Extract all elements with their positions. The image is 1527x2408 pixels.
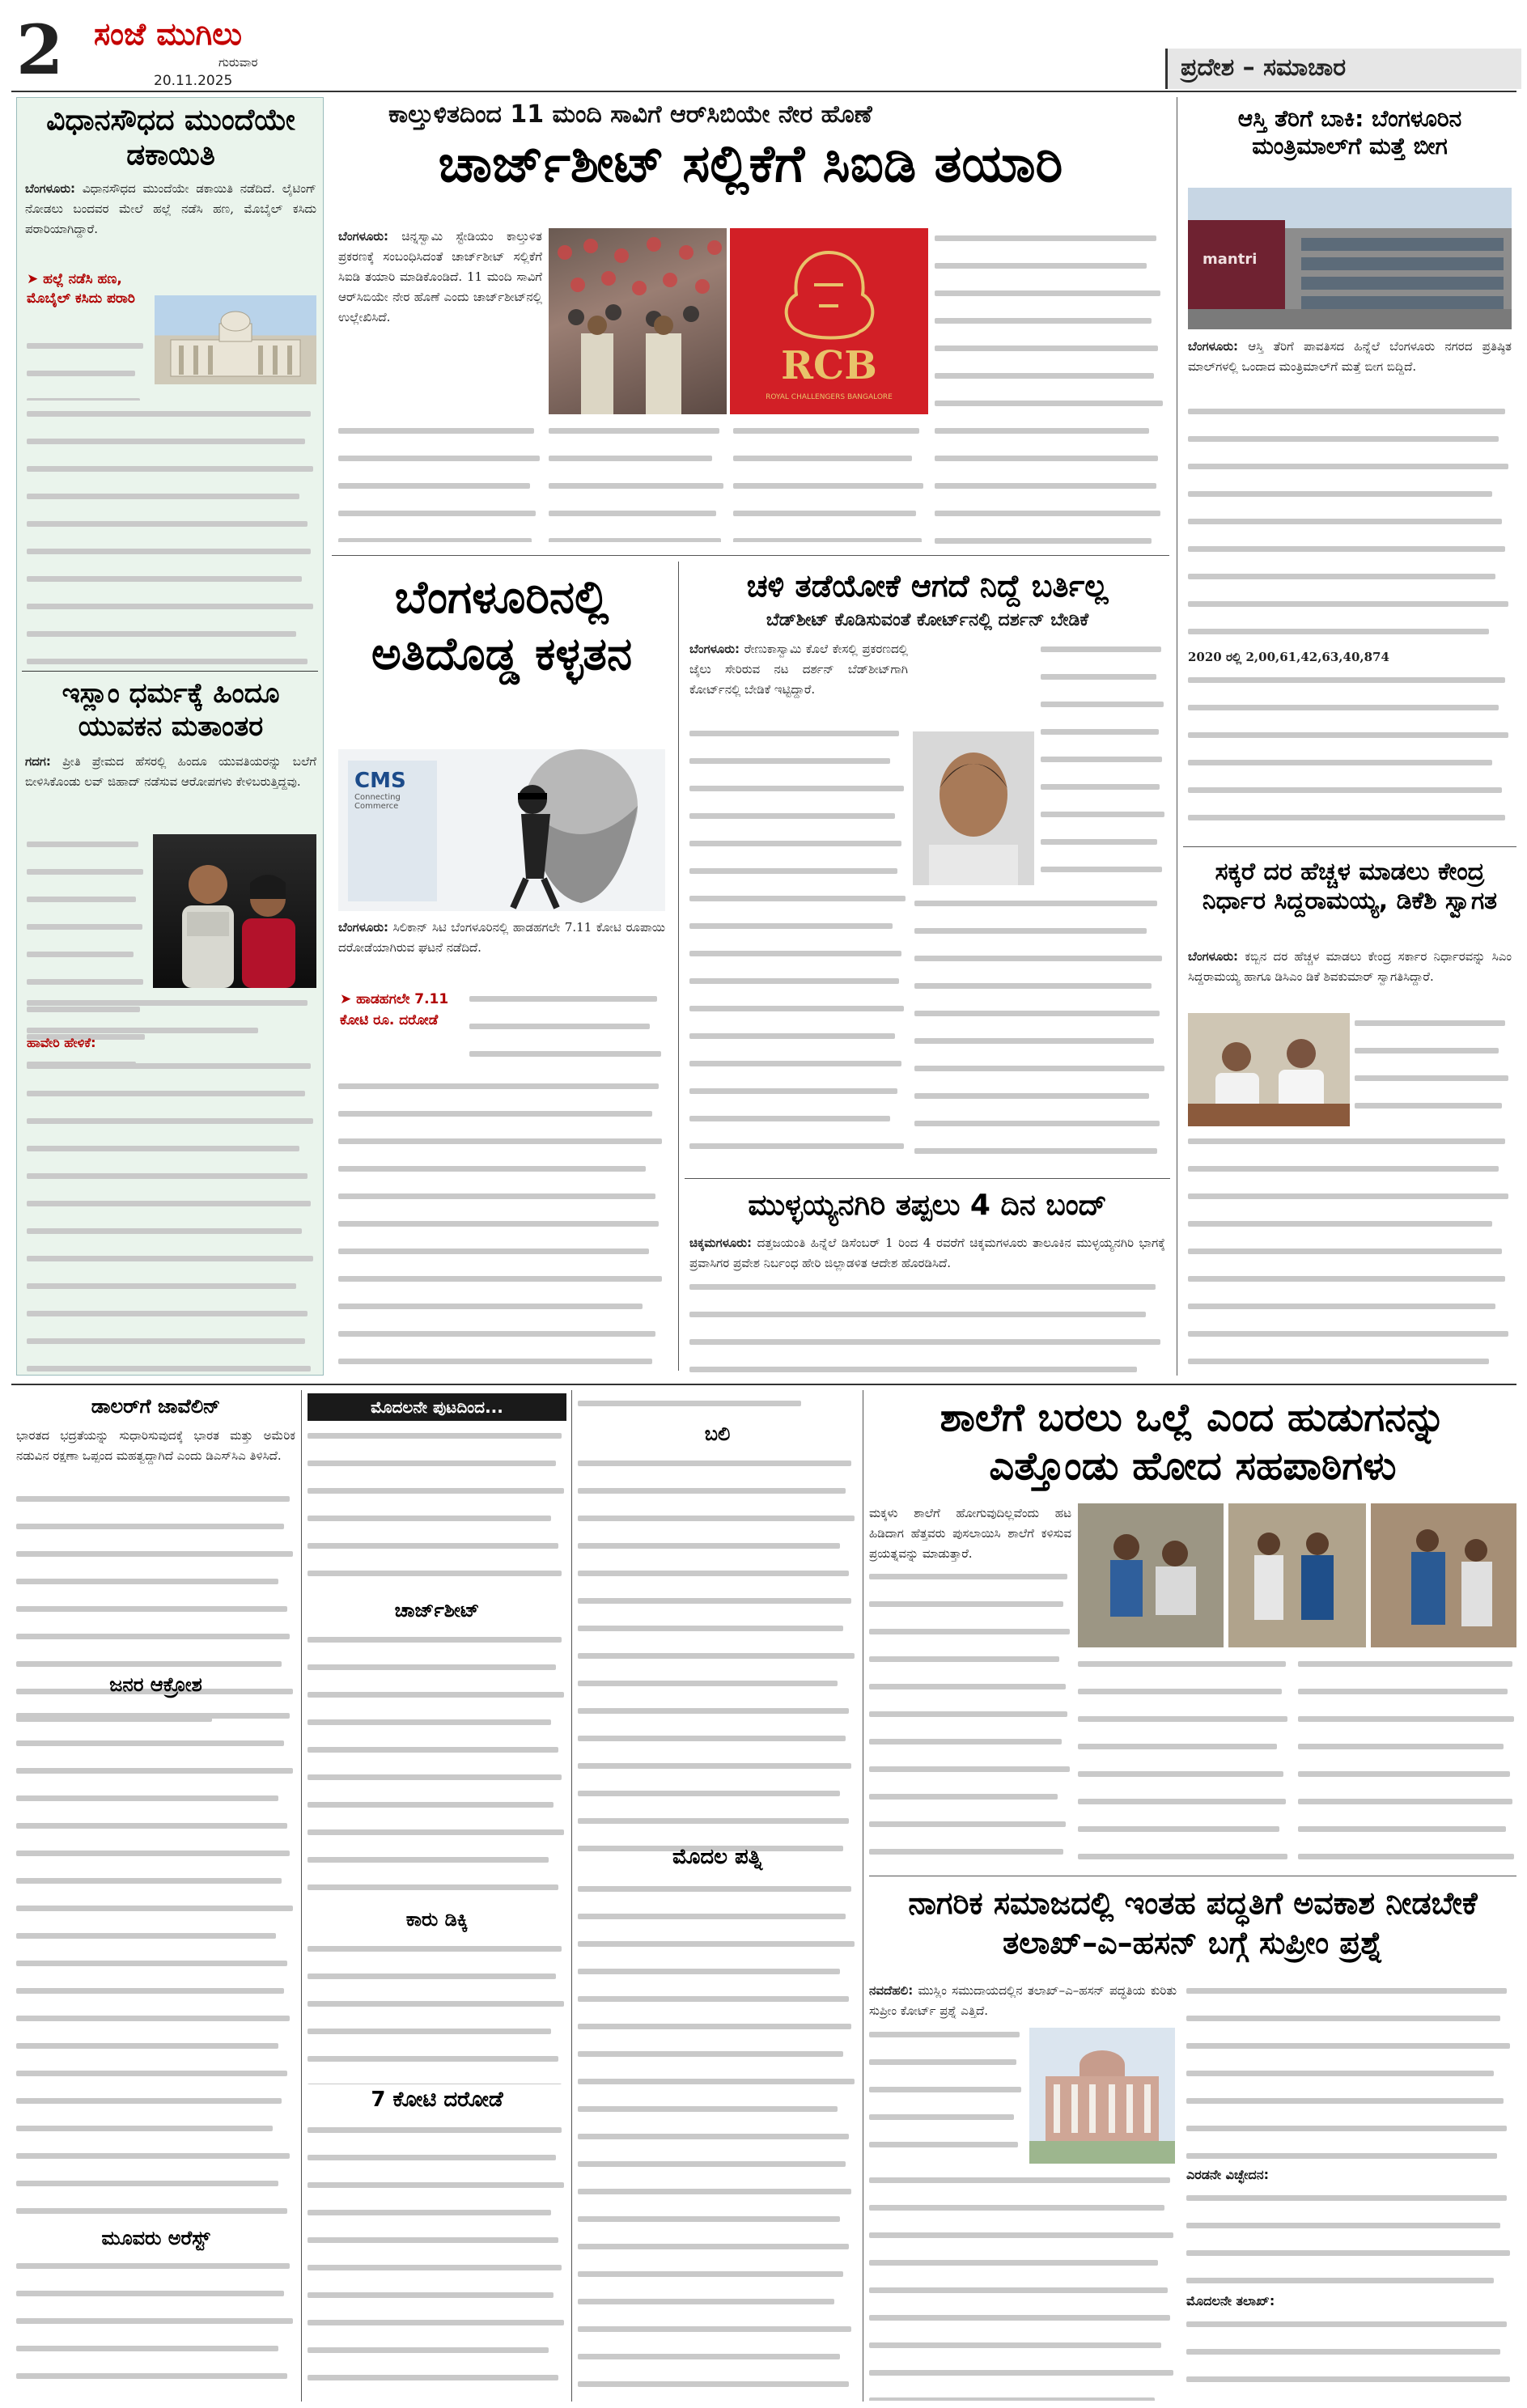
mall-photo: [1188, 188, 1512, 329]
sugar-body-side: [1355, 1013, 1512, 1126]
dateline: ಬೆಂಗಳೂರು:: [1188, 949, 1239, 964]
darshan-subheadline: ಬೆಡ್‌ಶೀಟ್ ಕೊಡಿಸುವಂತೆ ಕೋರ್ಟ್‌ನಲ್ಲಿ ದರ್ಶನ್ ಬೇಡಿಕೆ: [766, 610, 1089, 630]
rcb-tagline: ROYAL CHALLENGERS BANGALORE: [766, 393, 893, 401]
theft-divider: [678, 562, 679, 1371]
conversion-lead: [25, 752, 316, 833]
first-wife-headline: ಮೊದಲ ಪತ್ನಿ: [672, 1845, 762, 1869]
bottom-col-3: [578, 1390, 857, 2402]
talaq-body-col2: [1186, 1981, 1513, 2167]
couple-photo: [153, 834, 316, 988]
theft-body: [338, 1076, 665, 1371]
lead-story-col4: [935, 228, 1165, 544]
page-mid-rule: [11, 1384, 1516, 1385]
bottom-divider-2: [571, 1390, 572, 2402]
theft-body-side: [469, 989, 665, 1074]
lead-story: [332, 97, 1169, 550]
arrest-headline: ಮೂವರು ಅರೆಸ್ಟ್: [101, 2227, 210, 2249]
conversion-headline: ಇಸ್ಲಾಂ ಧರ್ಮಕ್ಕೆ ಹಿಂದೂ ಯುವಕನ ಮತಾಂತರ: [62, 677, 280, 743]
talaq-body-col2c: [1186, 2314, 1513, 2399]
school-photo-3: [1371, 1503, 1516, 1647]
section-banner: [1165, 49, 1521, 89]
dateline: ನವದೆಹಲಿ:: [869, 1983, 914, 1998]
day-label: ಗುರುವಾರ: [218, 55, 258, 70]
sugar-headline: ಸಕ್ಕರೆ ದರ ಹೆಚ್ಚಳ ಮಾಡಲು ಕೇಂದ್ರ ನಿರ್ಧಾರ ಸಿದ್ದರಾಮಯ್ಯ, ಡಿಕೆಶಿ ಸ್ವಾಗತ: [1202, 858, 1498, 915]
story-lead: ವಿಧಾನಸೌಧದ ಮುಂದೆಯೇ ಡಕಾಯಿತಿ ನಡೆದಿದೆ. ಲೈಟಿಂಗ್ ನೋಡಲು ಬಂದವರ ಮೇಲೆ ಹಲ್ಲೆ ನಡೆಸಿ ಹಣ, ಮೊಬೈಲ್ ಕಸಿದು ಪರಾರಿಯಾಗಿದ್ದಾರೆ.: [25, 181, 316, 236]
arrow-icon: ➤: [27, 271, 44, 287]
mall-body-2: [1188, 670, 1512, 836]
story-lead: ಪ್ರೀತಿ ಪ್ರೇಮದ ಹೆಸರಲ್ಲಿ ಹಿಂದೂ ಯುವತಿಯರನ್ನು ಬಲೆಗೆ ಬೀಳಿಸಿಕೊಂಡು ಲವ್ ಜಿಹಾದ್ ನಡೆಸುವ ಆರೋಪಗಳು ಕೇಳಿಬರುತ್ತಿದ್ದವು.: [25, 754, 316, 789]
story-lead: ಸಿಲಿಕಾನ್ ಸಿಟಿ ಬೆಂಗಳೂರಿನಲ್ಲಿ ಹಾಡಹಗಲೇ 7.11 ಕೋಟಿ ರೂಪಾಯಿ ದರೋಡೆಯಾಗಿರುವ ಘಟನೆ ನಡೆದಿದೆ.: [338, 920, 665, 955]
theft-highlight: [340, 989, 461, 1031]
bottom-divider-1: [301, 1390, 302, 2402]
conversion-body: [27, 834, 148, 1069]
lead-headline: ಚಾರ್ಜ್‌ಶೀಟ್ ಸಲ್ಲಿಕೆಗೆ ಸಿಐಡಿ ತಯಾರಿ: [438, 134, 1063, 194]
people-icon: [153, 834, 316, 988]
school-story: [869, 1390, 1516, 1876]
robbery-body: [308, 2120, 566, 2399]
highlight-box: [27, 269, 148, 328]
story-lead: ಚಿನ್ನಸ್ವಾಮಿ ಸ್ಟೇಡಿಯಂ ಕಾಲ್ತುಳಿತ ಪ್ರಕರಣಕ್ಕೆ ಸಂಬಂಧಿಸಿದಂತೆ ಚಾರ್ಜ್‌ಶೀಟ್ ಸಲ್ಲಿಕೆಗೆ ಸಿಐಡಿ ತಯಾರಿ ಮಾಡಿಕೊಂಡಿದೆ. 11 ಮಂದಿ ಸಾವಿಗೆ ಆರ್‌ಸಿಬಿಯೇ ನೇರ ಹೊಣೆ ಎಂದು ಚಾರ್ಜ್‌ಶೀಟ್‌ನಲ್ಲಿ ಉಲ್ಲೇಖಿಸಿದೆ.: [338, 229, 542, 324]
lead-story-col2: [549, 421, 727, 542]
mullayyanagiri-headline: ಮುಳ್ಳಯ್ಯನಗಿರಿ ತಪ್ಪಲು 4 ದಿನ ಬಂದ್: [748, 1189, 1107, 1222]
mullayyanagiri-lead: [689, 1233, 1165, 1275]
dateline: ಬೆಂಗಳೂರು:: [338, 229, 389, 244]
chargesheet-body: [308, 1630, 566, 1905]
public-anger-headline: ಜನರ ಆಕ್ರೋಶ: [109, 1673, 202, 1696]
mall-headline: ಆಸ್ತಿ ತೆರಿಗೆ ಬಾಕಿ: ಬೆಂಗಳೂರಿನ ಮಂತ್ರಿಮಾಲ್‌ಗೆ ಮತ್ತೆ ಬೀಗ: [1237, 105, 1462, 159]
javelin-headline: ಡಾಲರ್‌ಗೆ ಜಾವೆಲಿನ್: [91, 1395, 221, 1418]
public-anger-body: [16, 1706, 295, 2224]
issue-date: 20.11.2025: [154, 73, 233, 89]
school-body-col2: [1078, 1654, 1290, 1871]
cms-tagline: Connecting Commerce: [354, 793, 401, 811]
school-photo-1: [1078, 1503, 1224, 1647]
arrest-body: [16, 2256, 295, 2397]
cms-label: CMS: [354, 769, 406, 793]
bottom-col-2: [308, 1390, 566, 2402]
conversion-body-2: [27, 993, 316, 1033]
darshan-story: [685, 562, 1170, 1176]
subhead-second-divorce: ಎರಡನೇ ವಿಚ್ಛೇದನ:: [1186, 2167, 1270, 2182]
chargesheet-headline: ಚಾರ್ಜ್‌ಶೀಟ್: [394, 1599, 480, 1622]
story-lead: ಮುಸ್ಲಿಂ ಸಮುದಾಯದಲ್ಲಿನ ತಲಾಖ್–ಎ–ಹಸನ್ ಪದ್ಧತಿಯ ಕುರಿತು ಸುಪ್ರೀಂ ಕೋರ್ಟ್ ಪ್ರಶ್ನೆ ಎತ್ತಿದೆ.: [869, 1983, 1177, 2018]
story-lead: ರೇಣುಕಾಸ್ವಾಮಿ ಕೊಲೆ ಕೇಸಲ್ಲಿ ಪ್ರಕರಣದಲ್ಲಿ ಜೈಲು ಸೇರಿರುವ ನಟ ದರ್ಶನ್ ಬೆಡ್‌ಶೀಟ್‌ಗಾಗಿ ಕೋರ್ಟ್‌ನಲ್ಲಿ ಬೇಡಿಕೆ ಇಟ್ಟಿದ್ದಾರೆ.: [689, 642, 908, 697]
school-lead: ಮಕ್ಕಳು ಶಾಲೆಗೆ ಹೋಗುವುದಿಲ್ಲವೆಂದು ಹಟ ಹಿಡಿದಾಗ ಹೆತ್ತವರು ಪುಸಲಾಯಿಸಿ ಶಾಲೆಗೆ ಕಳಿಸುವ ಪ್ರಯತ್ನವನ್ನು ಮಾಡುತ್ತಾರೆ.: [869, 1506, 1071, 1561]
talaq-body-col2b: [1186, 2188, 1513, 2301]
lead-bottom-rule: [332, 555, 1169, 556]
darshan-headline: ಚಳಿ ತಡೆಯೋಕೆ ಆಗದೆ ನಿದ್ದೆ ಬರ್ತಿಲ್ಲ: [746, 568, 1109, 604]
cm-dcm-photo: [1188, 1013, 1350, 1126]
sugar-body: [1188, 1131, 1512, 1374]
first-wife-body: [578, 1879, 857, 2397]
theft-lead: [338, 918, 665, 979]
subhead-first-talaq: ಮೊದಲನೇ ತಲಾಖ್:: [1186, 2293, 1275, 2308]
crowd-icon: [549, 228, 727, 414]
arrow-icon: ➤: [340, 991, 357, 1007]
darshan-body-col2: [1041, 639, 1166, 890]
dateline: ಬೆಂಗಳೂರು:: [689, 642, 740, 656]
sugar-lead: [1188, 947, 1512, 1010]
conversion-body-3: [27, 1056, 316, 1371]
darshan-lead: [689, 639, 908, 720]
dateline: ಚಿಕ್ಕಮಗಳೂರು:: [689, 1236, 753, 1250]
robbery-headline: 7 ಕೋಟಿ ದರೋಡೆ: [371, 2088, 503, 2112]
lead-story-lead: [338, 227, 542, 413]
supreme-court-photo: [1029, 2028, 1175, 2164]
lead-story-col3: [733, 421, 927, 542]
bali-body: [578, 1453, 857, 1858]
mall-story: [1183, 97, 1516, 842]
subhead-haveri: ಹಾವೇರಿ ಹೇಳಿಕೆ:: [27, 1035, 96, 1050]
rcb-logo-panel: [730, 228, 928, 414]
masthead: [16, 10, 324, 90]
col3-top-body: [578, 1393, 857, 1422]
mullayyanagiri-story: [685, 1183, 1170, 1377]
section-title: ಪ್ರದೇಶ – ಸಮಾಚಾರ: [1181, 53, 1347, 82]
dateline: ಬೆಂಗಳೂರು:: [1188, 339, 1239, 354]
mall-sign: mantri: [1203, 251, 1258, 268]
story-lead: ಆಸ್ತಿ ತೆರಿಗೆ ಪಾವತಿಸದ ಹಿನ್ನೆಲೆ ಬೆಂಗಳೂರು ನಗರದ ಪ್ರತಿಷ್ಠಿತ ಮಾಲ್‌ಗಳಲ್ಲಿ ಒಂದಾದ ಮಂತ್ರಿಮಾಲ್‌ಗೆ ಮತ್ತೆ ಬೀಗ ಬಿದ್ದಿದೆ.: [1188, 339, 1512, 374]
left-column: [16, 97, 324, 1376]
portrait-icon: [913, 731, 1034, 885]
story-lead: ದತ್ತಜಯಂತಿ ಹಿನ್ನೆಲೆ ಡಿಸೆಂಬರ್ 1 ರಿಂದ 4 ರವರೆಗೆ ಚಿಕ್ಕಮಗಳೂರು ತಾಲೂಕಿನ ಮುಳ್ಳಯ್ಯನಗಿರಿ ಭಾಗಕ್ಕೆ ಪ್ರವಾಸಿಗರ ಪ್ರವೇಶ ನಿರ್ಬಂಧ ಹೇರಿ ಜಿಲ್ಲಾಡಳಿತ ಆದೇಶ ಹೊರಡಿಸಿದೆ.: [689, 1236, 1165, 1270]
mall-lead: [1188, 337, 1512, 398]
highlight-text: ಹಲ್ಲೆ ನಡೆಸಿ ಹಣ, ಮೊಬೈಲ್ ಕಸಿದು ಪರಾರಿ: [27, 271, 135, 307]
bottom-col-1: [16, 1390, 295, 2402]
darshan-bottom-rule: [685, 1178, 1170, 1179]
right-divider: [1183, 846, 1516, 847]
darshan-photo: [913, 731, 1034, 885]
dateline: ಗದಗ:: [25, 754, 51, 769]
left-divider: [22, 671, 318, 672]
continued-tag: ಮೊದಲನೇ ಪುಟದಿಂದ...: [308, 1393, 566, 1421]
theft-story: [332, 562, 672, 1379]
school-photo-2: [1228, 1503, 1366, 1647]
page-number: 2: [16, 10, 64, 90]
talaq-headline: ನಾಗರಿಕ ಸಮಾಜದಲ್ಲಿ ಇಂತಹ ಪದ್ಧತಿಗೆ ಅವಕಾಶ ನೀಡಬೇಕೆ ತಲಾಖ್–ಎ–ಹಸನ್ ಬಗ್ಗೆ ಸುಪ್ರೀಂ ಪ್ರಶ್ನೆ: [908, 1885, 1478, 1961]
darshan-body-col1: [689, 723, 908, 1168]
mullayyanagiri-body: [689, 1277, 1165, 1374]
building-icon: [155, 295, 316, 384]
mall-figures: 2020 ರಲ್ಲಿ 2,00,61,42,63,40,874: [1188, 650, 1389, 664]
talaq-story: [869, 1880, 1516, 2402]
crowd-photo: [549, 228, 727, 414]
court-building-icon: [1029, 2028, 1175, 2164]
vidhana-soudha-body: [27, 336, 150, 401]
children-icon: [1078, 1503, 1224, 1647]
vidhana-soudha-headline: ವಿಧಾನಸೌಧದ ಮುಂದೆಯೇ ಡಕಾಯಿತಿ: [46, 104, 295, 172]
talaq-body-col1: [869, 2024, 1023, 2166]
school-body-col3: [1298, 1654, 1516, 1871]
sugar-story: [1183, 851, 1516, 1377]
mall-body: [1188, 401, 1512, 644]
bali-headline: ಬಲಿ: [704, 1422, 731, 1445]
dateline: ಬೆಂಗಳೂರು:: [25, 181, 76, 196]
car-accident-headline: ಕಾರು ಡಿಕ್ಕಿ: [405, 1908, 469, 1931]
kicker: ಕಾಲ್ತುಳಿತದಿಂದ 11 ಮಂದಿ ಸಾವಿಗೆ ಆರ್‌ಸಿಬಿಯೇ ನೇರ ಹೊಣೆ: [388, 100, 872, 129]
darshan-body-col3: [914, 893, 1167, 1168]
vidhana-soudha-photo: [155, 295, 316, 384]
dateline: ಬೆಂಗಳೂರು:: [338, 920, 389, 935]
children-icon: [1371, 1503, 1516, 1647]
cms-sign: [348, 761, 437, 901]
talaq-lead: [869, 1981, 1177, 2023]
highlight-text: ಹಾಡಹಗಲೇ 7.11 ಕೋಟಿ ರೂ. ದರೋಡೆ: [340, 991, 449, 1028]
car-accident-body: [308, 1939, 566, 2084]
story-lead: ಕಬ್ಬಿನ ದರ ಹೆಚ್ಚಳ ಮಾಡಲು ಕೇಂದ್ರ ಸರ್ಕಾರ ನಿರ್ಧಾರವನ್ನು ಸಿಎಂ ಸಿದ್ದರಾಮಯ್ಯ ಹಾಗೂ ಡಿಸಿಎಂ ಡಿಕೆ ಶಿವಕುಮಾರ್ ಸ್ವಾಗತಿಸಿದ್ದಾರೆ.: [1188, 949, 1512, 984]
school-body-col1: [869, 1566, 1071, 1870]
theft-headline: ಬೆಂಗಳೂರಿನಲ್ಲಿ ಅತಿದೊಡ್ಡ ಕಳ್ಳತನ: [371, 571, 633, 680]
paper-title: ಸಂಜೆ ಮುಗಿಲು: [94, 16, 243, 52]
rcb-wordmark: RCB: [781, 343, 877, 388]
masthead-rule: [11, 91, 1516, 92]
javelin-lead: ಭಾರತದ ಭದ್ರತೆಯನ್ನು ಸುಧಾರಿಸುವುದಕ್ಕೆ ಭಾರತ ಮತ್ತು ಅಮೆರಿಕ ನಡುವಿನ ರಕ್ಷಣಾ ಒಪ್ಪಂದ ಮಹತ್ವದ್ದಾಗಿದೆ ಎಂದು ಡಿಎಸ್‌ಸಿಎ ತಿಳಿಸಿದೆ.: [16, 1428, 295, 1463]
talaq-body-col1b: [869, 2170, 1177, 2401]
continued-body: [308, 1426, 566, 1596]
vidhana-soudha-lead: [25, 179, 316, 260]
vidhana-soudha-body-2: [27, 404, 316, 667]
lead-story-col1b: [338, 421, 542, 542]
people-icon: [1188, 1013, 1350, 1126]
school-headline: ಶಾಲೆಗೆ ಬರಲು ಒಲ್ಲೆ ಎಂದ ಹುಡುಗನನ್ನು ಎತ್ತೊಂಡು ಹೋದ ಸಹಪಾಠಿಗಳು: [940, 1395, 1446, 1489]
children-icon: [1228, 1503, 1366, 1647]
cms-photo: [338, 749, 665, 911]
